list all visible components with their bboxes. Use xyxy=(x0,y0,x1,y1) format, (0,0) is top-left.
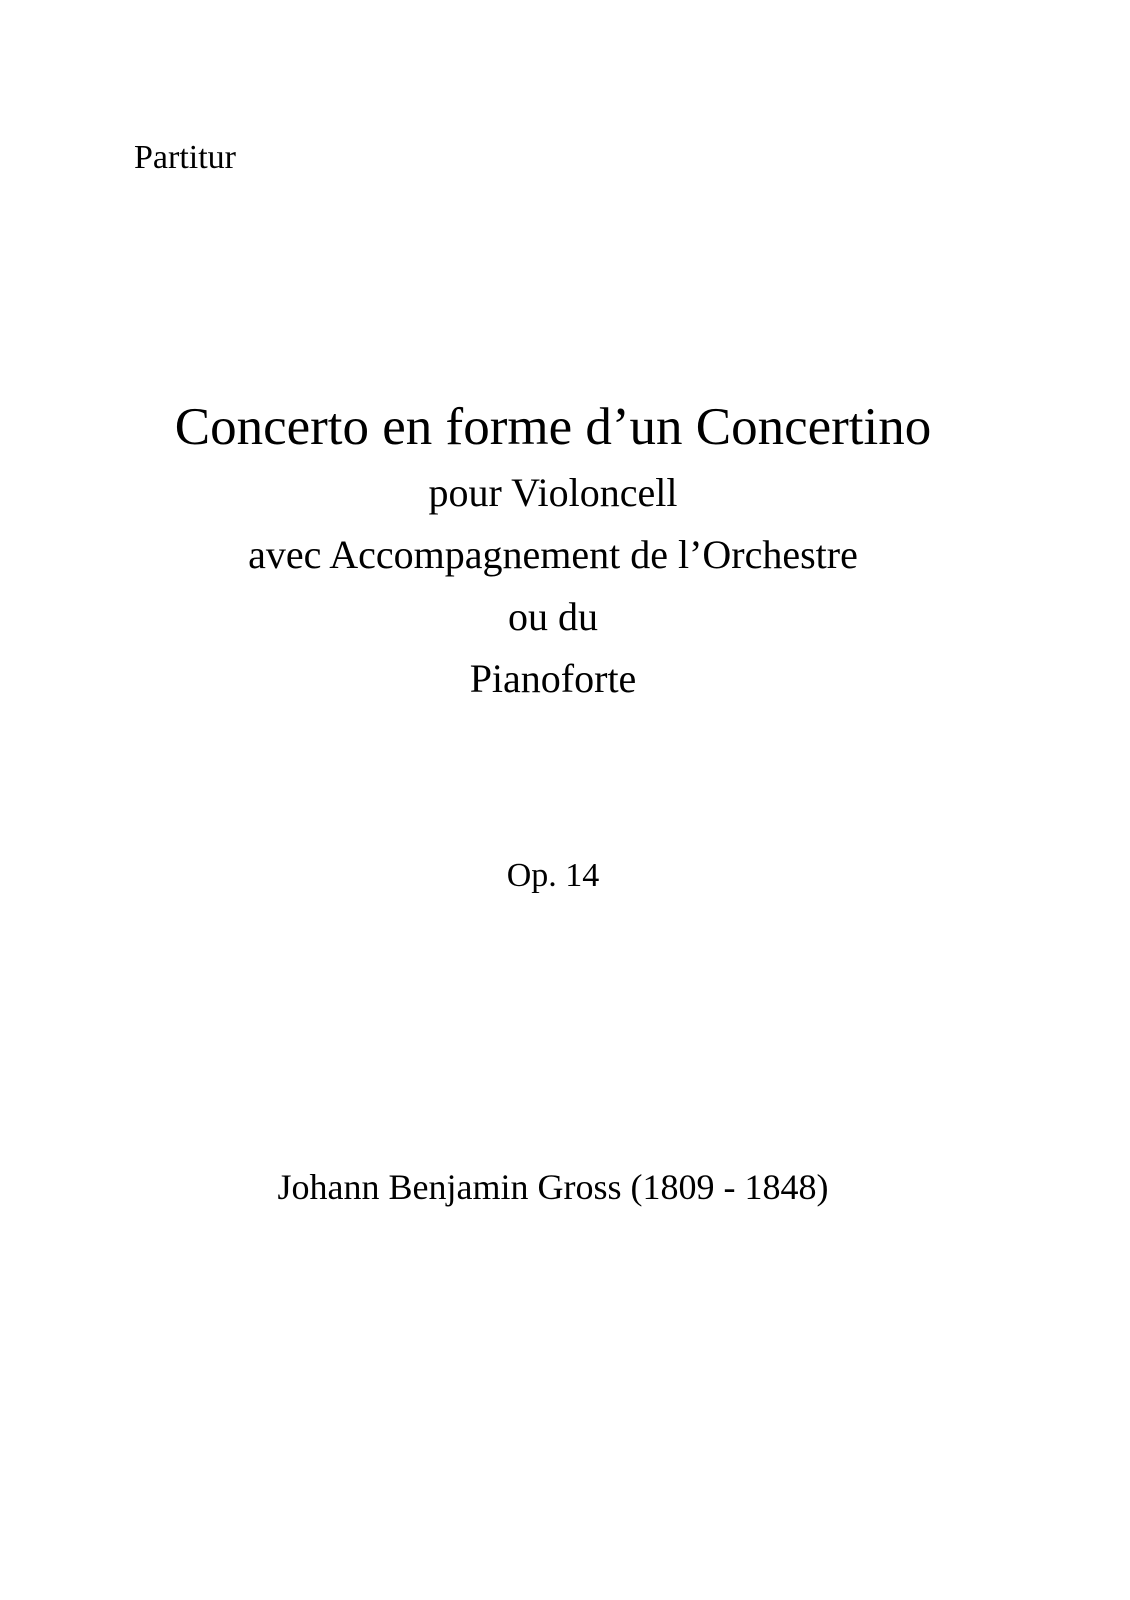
subtitle-line: avec Accompagnement de l’Orchestre xyxy=(248,532,858,577)
subtitle-line: ou du xyxy=(508,594,598,639)
subtitle-line: Pianoforte xyxy=(469,656,637,701)
work-title: Concerto en forme d’un Concertino xyxy=(174,398,932,456)
subtitle-line: pour Violoncell xyxy=(428,470,678,515)
composer-credit: Johann Benjamin Gross (1809 - 1848) xyxy=(277,1167,829,1207)
opus-number: Op. 14 xyxy=(506,857,600,894)
title-block xyxy=(0,392,1106,710)
document-type-label: Partitur xyxy=(134,139,236,176)
